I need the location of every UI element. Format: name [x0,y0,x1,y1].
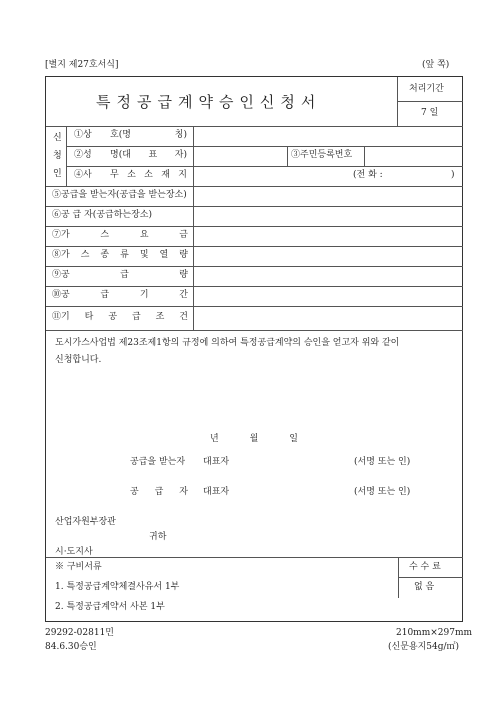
statement-line-2: 신청합니다. [55,355,102,365]
fee-label: 수 수 료 [409,562,441,572]
recipient-governor: 시·도지사 [55,547,93,557]
footer-approval-date: 84.6.30승인 [45,642,97,652]
processing-period-label: 처리기간 [409,84,444,94]
field-supplier: ⑥공 급 자(공급하는장소) [52,210,152,220]
footer-paper-size: 210mm×297mm [396,628,473,638]
field-receiver: ⑤공급을 받는자(공급을 받는장소) [52,190,187,200]
signer-receiver-rep: 대표자 [203,457,230,467]
field-gas-type: ⑧가 스 종 류 및 열 량 [52,250,188,260]
recipient-honorific: 귀하 [149,532,167,542]
field-other-conditions: ⑪기 타 공 급 조 건 [52,312,188,322]
signer-receiver-role: 공급을 받는자 [130,457,186,467]
signer-receiver-sign: (서명 또는 인) [354,457,411,467]
signer-supplier-role: 공 급 자 [130,487,188,497]
resident-id-label: ③주민등록번호 [291,150,353,160]
applicant-label-3: 인 [53,169,62,179]
phone-close: ) [451,170,455,180]
phone-label: (전 화 : [353,170,383,180]
field-gas-rate: ⑦가 스 요 금 [52,230,188,240]
office-address-label: 무 소 소 재 지 [110,170,187,180]
signer-supplier-rep: 대표자 [203,487,230,497]
form-number: [별지 제27호서식] [45,60,119,70]
form-title: 특정공급계약승인신청서 [96,93,322,111]
attachment-item: 1. 특정공급계약체결사유서 1부 [55,582,180,592]
applicant-label-1: 신 [53,133,62,143]
signer-supplier-sign: (서명 또는 인) [354,487,411,497]
processing-period-value: 7 일 [421,108,439,118]
representative-label: 명(대 표 자) [110,150,187,160]
statement-line-1: 도시가스사업법 제23조제1항의 규정에 의하여 특정공급계약의 승인을 얻고자 위와 같이 [55,338,400,348]
representative-number: ②성 [74,150,92,160]
date-line: 년 월 일 [210,434,298,444]
field-supply-period: ⑩공 급 기 간 [52,290,188,300]
trade-name-label: 호(명 칭) [110,130,187,140]
recipient-minister: 산업자원부장관 [55,517,116,527]
office-address-number: ④사 [74,170,92,180]
attachment-item: 2. 특정공급계약서 사본 1부 [55,602,165,612]
fee-value: 없 음 [414,582,435,592]
footer-paper-type: (신문용지54g/㎡) [388,642,460,652]
field-supply-amount: ⑨공 급 량 [52,270,188,280]
attachments-heading: ※ 구비서류 [55,562,102,572]
page-side-label: (앞 쪽) [422,60,450,70]
applicant-label-2: 청 [53,151,62,161]
footer-form-code: 29292-02811민 [45,628,114,638]
trade-name-number: ①상 [74,130,92,140]
application-form [45,76,463,622]
